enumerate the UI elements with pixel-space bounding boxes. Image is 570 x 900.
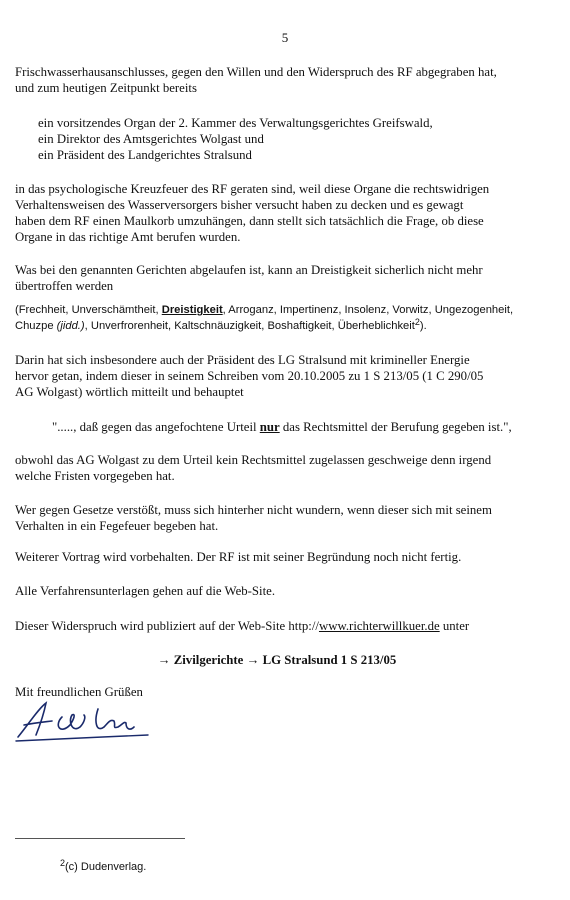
footnote-mark: 2	[60, 858, 66, 868]
text-line: in das psychologische Kreuzfeuer des RF geraten sind, weil diese Organe die rechtswidrigen	[15, 182, 490, 196]
text-line: Frischwasserhausanschlusses, gegen den Willen und den Widerspruch des RF abgegraben hat,	[15, 65, 497, 79]
paragraph-reservation: Weiterer Vortrag wird vorbehalten. Der RF ist mit seiner Begründung noch nicht fertig.	[15, 550, 462, 564]
block-quote: "....., daß gegen das angefochtene Urteil nur das Rechtsmittel der Berufung gegeben ist.",	[52, 420, 512, 434]
paragraph-crossfire	[15, 181, 560, 245]
text-line: Verhalten in ein Fegefeuer begeben hat.	[15, 519, 219, 533]
handwritten-signature	[14, 695, 154, 745]
text-line: und zum heutigen Zeitpunkt bereits	[15, 81, 197, 95]
paragraph-publication: Dieser Widerspruch wird publiziert auf der Web-Site http://www.richterwillkuer.de unter	[15, 619, 470, 633]
arrow-right-icon: →	[246, 653, 260, 667]
highlighted-word: Dreistigkeit	[161, 304, 223, 316]
text-line: obwohl das AG Wolgast zu dem Urteil kein Rechtsmittel zugelassen geschweige denn irgend	[15, 453, 492, 467]
text-line: Chuzpe (jidd.), Unverfrorenheit, Kaltschnäuzigkeit, Boshaftigkeit, Überheblichkeit$^2$).	[15, 317, 427, 332]
closing-greeting: Mit freundlichen Grüßen	[15, 685, 143, 699]
text-line: Wer gegen Gesetze verstößt, muss sich hinterher nicht wundern, wenn dieser sich mit seinem	[15, 503, 492, 517]
text-line: hervor getan, indem dieser in seinem Schreiben vom 20.10.2005 zu 1 S 213/05 (1 C 290/05	[15, 369, 484, 383]
emphasized-word: nur	[259, 420, 280, 434]
footnote-reference[interactable]: 2	[414, 317, 420, 327]
footnote-divider	[15, 838, 185, 839]
page-number: 5	[281, 30, 289, 45]
text-line: Darin hat sich insbesondere auch der Präsident des LG Stralsund mit krimineller Energie	[15, 353, 470, 367]
paragraph-president	[15, 352, 560, 400]
official-item: ein vorsitzendes Organ der 2. Kammer des Verwaltungsgerichtes Greifswald,	[38, 116, 433, 130]
navigation-path: → Zivilgerichte → LG Stralsund 1 S 213/05	[157, 653, 397, 667]
text-line: haben dem RF einen Maulkorb umzuhängen, dann stellt sich tatsächlich die Frage, ob diese	[15, 214, 484, 228]
synonyms-list	[15, 302, 560, 334]
text-line: AG Wolgast) wörtlich mitteilt und behauptet	[15, 385, 244, 399]
paragraph-purgatory	[15, 502, 560, 534]
arrow-right-icon: →	[157, 653, 171, 667]
text-line: Was bei den genannten Gerichten abgelaufen ist, kann an Dreistigkeit sicherlich nicht mehr	[15, 263, 483, 277]
text-line: welche Fristen vorgegeben hat.	[15, 469, 175, 483]
footnote: $^2$(c) Dudenverlag.	[60, 858, 147, 873]
official-item: ein Direktor des Amtsgerichtes Wolgast und	[38, 132, 264, 146]
paragraph-intro	[15, 64, 560, 96]
officials-list	[38, 115, 538, 163]
website-link[interactable]: www.richterwillkuer.de	[318, 619, 440, 633]
official-item: ein Präsident des Landgerichtes Stralsund	[38, 148, 252, 162]
text-line: übertroffen werden	[15, 279, 114, 293]
text-line: Verhaltensweisen des Wasserversorgers bisher versucht haben zu decken und es gewagt	[15, 198, 464, 212]
text-line: (Frechheit, Unverschämtheit, Dreistigkeit, Arroganz, Impertinenz, Insolenz, Vorwitz, Ungezogenheit,	[15, 304, 514, 316]
paragraph-no-remedy	[15, 452, 560, 484]
paragraph-audacity	[15, 262, 560, 294]
text-line: Organe in das richtige Amt berufen wurden.	[15, 230, 241, 244]
paragraph-documents: Alle Verfahrensunterlagen gehen auf die Web-Site.	[15, 584, 276, 598]
